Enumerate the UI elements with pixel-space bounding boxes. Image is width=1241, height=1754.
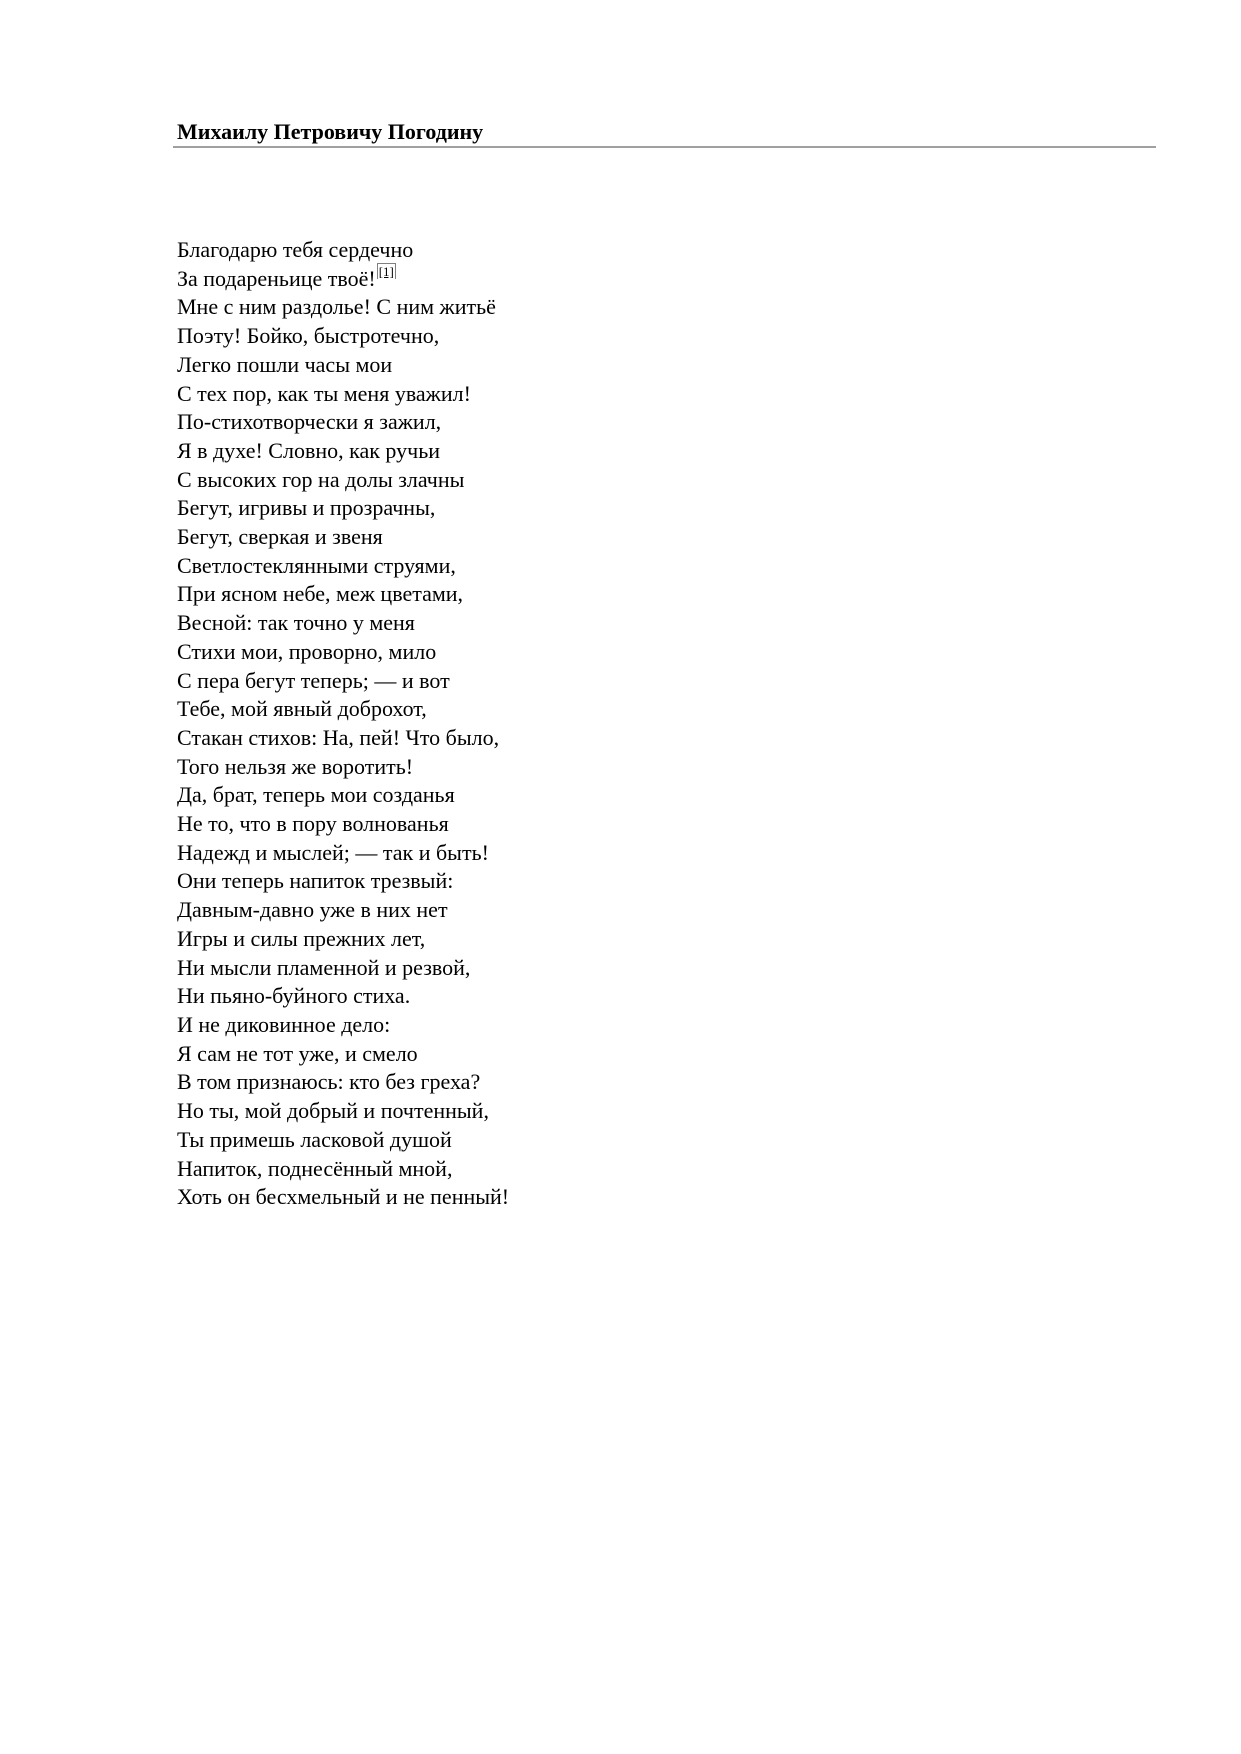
- poem-line: При ясном небе, меж цветами,: [177, 581, 464, 607]
- poem-line: Давным-давно уже в них нет: [177, 897, 448, 923]
- poem-line: Ни мысли пламенной и резвой,: [177, 954, 471, 980]
- poem-line: Игры и силы прежних лет,: [177, 925, 426, 951]
- poem-line: Тебе, мой явный доброхот,: [177, 696, 427, 722]
- poem-line: Хоть он бесхмельный и не пенный!: [177, 1184, 510, 1210]
- poem-line: Стакан стихов: На, пей! Что было,: [177, 724, 500, 750]
- title-divider: [173, 146, 1156, 148]
- poem-line: Я в духе! Словно, как ручьи: [177, 437, 441, 463]
- poem-line: Светлостеклянными струями,: [177, 552, 456, 578]
- footnote-link[interactable]: [1]: [378, 263, 394, 279]
- poem-line: Да, брат, теперь мои созданья: [177, 782, 455, 808]
- poem-line: Бегут, сверкая и звеня: [177, 524, 383, 550]
- poem-line: Они теперь напиток трезвый:: [177, 868, 454, 894]
- poem-line: Стихи мои, проворно, мило: [177, 638, 437, 664]
- poem-line: По-стихотворчески я зажил,: [177, 409, 442, 435]
- poem-line: Мне с ним раздолье! С ним житьё: [177, 294, 496, 320]
- poem-line: Но ты, мой добрый и почтенный,: [177, 1098, 489, 1124]
- poem-line: Ни пьяно-буйного стиха.: [177, 983, 411, 1009]
- poem-line: Бегут, игривы и прозрачны,: [177, 495, 436, 521]
- poem-body: [177, 236, 509, 1212]
- poem-line: Весной: так точно у меня: [177, 610, 415, 636]
- poem-line: Я сам не тот уже, и смело: [177, 1040, 418, 1066]
- poem-line: В том признаюсь: кто без греха?: [177, 1069, 481, 1095]
- poem-line: Поэту! Бойко, быстротечно,: [177, 323, 440, 349]
- poem-line: С тех пор, как ты меня уважил!: [177, 380, 471, 406]
- poem-line: С высоких гор на долы злачны: [177, 466, 465, 492]
- poem-line: И не диковинное дело:: [177, 1011, 391, 1037]
- poem-line-with-footnote: [177, 265, 509, 294]
- poem-line: Ты примешь ласковой душой: [177, 1126, 452, 1152]
- poem-line: Напиток, поднесённый мной,: [177, 1155, 453, 1181]
- poem-line: Благодарю тебя сердечно: [177, 237, 414, 262]
- poem-line: Надежд и мыслей; — так и быть!: [177, 839, 489, 865]
- poem-line: С пера бегут теперь; — и вот: [177, 667, 450, 693]
- document-header: [177, 118, 1152, 146]
- poem-line: Того нельзя же воротить!: [177, 753, 414, 779]
- poem-line-text: За подареньице твоё!: [177, 265, 376, 291]
- poem-line: Не то, что в пору волнованья: [177, 811, 449, 837]
- page-title: Михаилу Петровичу Погодину: [177, 119, 484, 144]
- poem-line: Легко пошли часы мои: [177, 351, 393, 377]
